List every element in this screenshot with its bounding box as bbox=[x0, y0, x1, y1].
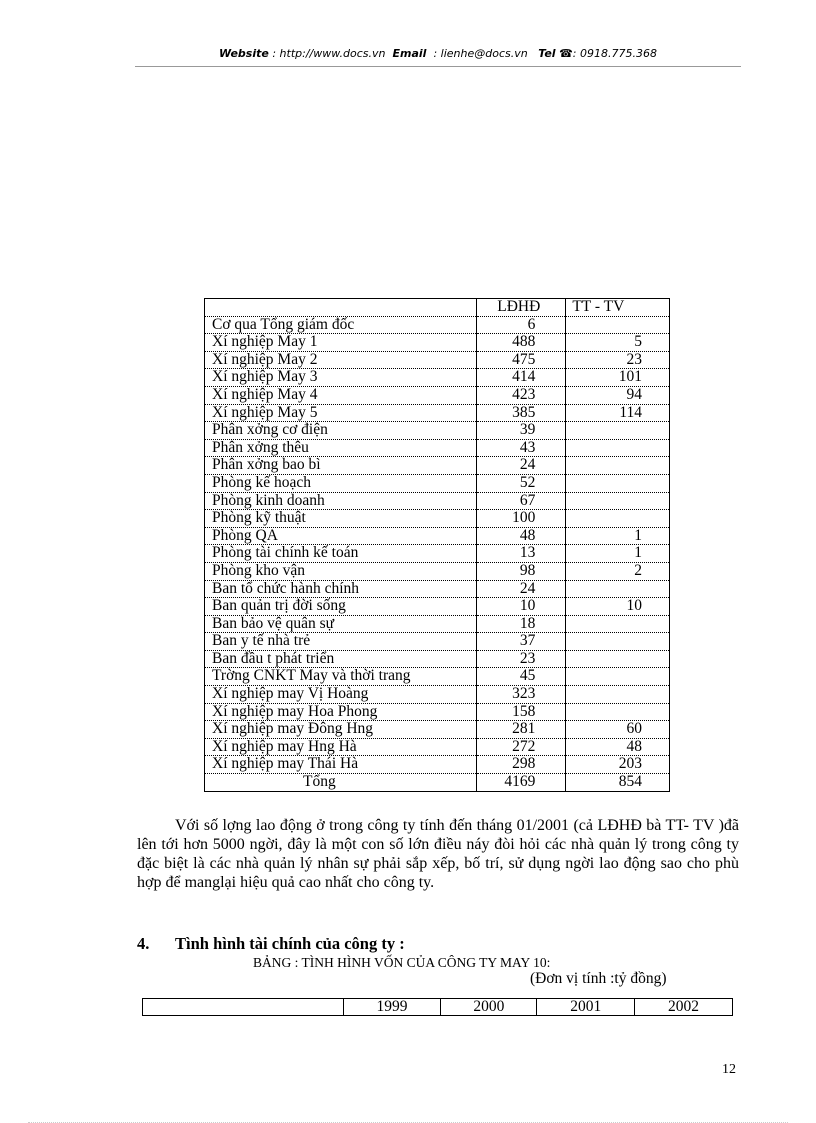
table-row bbox=[205, 633, 670, 651]
table-row bbox=[205, 545, 670, 563]
tttv-value-cell bbox=[566, 457, 670, 475]
table-row bbox=[205, 492, 670, 510]
unit-name-cell: Xí nghiệp may Đông Hng bbox=[205, 721, 477, 739]
tttv-value-cell bbox=[566, 580, 670, 598]
table-row bbox=[205, 738, 670, 756]
unit-name-cell: Phòng QA bbox=[205, 527, 477, 545]
email-address[interactable]: : lienhe@docs.vn bbox=[433, 47, 528, 60]
total-ldhd-cell: 4169 bbox=[476, 774, 566, 792]
year-cell: 2000 bbox=[441, 999, 537, 1016]
table-row bbox=[205, 703, 670, 721]
header-cell-tttv: TT - TV bbox=[566, 299, 670, 317]
tttv-value-cell bbox=[566, 703, 670, 721]
tttv-value-cell bbox=[566, 686, 670, 704]
ldhd-value-cell: 158 bbox=[476, 703, 566, 721]
table-row bbox=[205, 615, 670, 633]
unit-name-cell: Phân xởng cơ điện bbox=[205, 422, 477, 440]
capital-table bbox=[142, 998, 733, 1016]
ldhd-value-cell: 23 bbox=[476, 650, 566, 668]
table-row bbox=[205, 580, 670, 598]
table-row bbox=[205, 527, 670, 545]
table-row bbox=[205, 386, 670, 404]
page-header bbox=[135, 47, 741, 60]
ldhd-value-cell: 39 bbox=[476, 422, 566, 440]
table-row bbox=[205, 316, 670, 334]
tttv-value-cell: 101 bbox=[566, 369, 670, 387]
unit-name-cell: Xí nghiệp may Vị Hoàng bbox=[205, 686, 477, 704]
tel-number: : 0918.775.368 bbox=[572, 47, 657, 60]
tttv-value-cell: 10 bbox=[566, 598, 670, 616]
unit-name-cell: Xí nghiệp may Thái Hà bbox=[205, 756, 477, 774]
total-row bbox=[205, 774, 670, 792]
tel-label: Tel bbox=[538, 47, 556, 60]
ldhd-value-cell: 18 bbox=[476, 615, 566, 633]
table-row bbox=[205, 404, 670, 422]
page-number: 12 bbox=[722, 1062, 736, 1077]
phone-icon: ☎ bbox=[559, 47, 573, 60]
tttv-value-cell bbox=[566, 492, 670, 510]
section-heading bbox=[137, 934, 405, 954]
tttv-value-cell bbox=[566, 650, 670, 668]
tttv-value-cell: 5 bbox=[566, 334, 670, 352]
ldhd-value-cell: 281 bbox=[476, 721, 566, 739]
year-cell: 2001 bbox=[537, 999, 635, 1016]
table-row bbox=[205, 351, 670, 369]
tttv-value-cell: 114 bbox=[566, 404, 670, 422]
tttv-value-cell: 23 bbox=[566, 351, 670, 369]
total-tttv-cell: 854 bbox=[566, 774, 670, 792]
ldhd-value-cell: 24 bbox=[476, 580, 566, 598]
staff-table bbox=[204, 298, 670, 792]
ldhd-value-cell: 52 bbox=[476, 474, 566, 492]
ldhd-value-cell: 6 bbox=[476, 316, 566, 334]
ldhd-value-cell: 13 bbox=[476, 545, 566, 563]
tttv-value-cell bbox=[566, 439, 670, 457]
staff-table-header-row bbox=[205, 299, 670, 317]
table-row bbox=[205, 457, 670, 475]
table-row bbox=[205, 686, 670, 704]
unit-name-cell: Xí nghiệp may Hoa Phong bbox=[205, 703, 477, 721]
unit-name-cell: Phân xởng bao bì bbox=[205, 457, 477, 475]
unit-name-cell: Phòng kế hoạch bbox=[205, 474, 477, 492]
ldhd-value-cell: 43 bbox=[476, 439, 566, 457]
header-divider bbox=[135, 66, 741, 67]
table-row bbox=[205, 650, 670, 668]
ldhd-value-cell: 385 bbox=[476, 404, 566, 422]
tttv-value-cell bbox=[566, 633, 670, 651]
ldhd-value-cell: 10 bbox=[476, 598, 566, 616]
tttv-value-cell: 2 bbox=[566, 562, 670, 580]
section-title: Tình hình tài chính của công ty : bbox=[175, 934, 405, 953]
capital-table-header-row bbox=[143, 999, 733, 1016]
tttv-value-cell bbox=[566, 668, 670, 686]
ldhd-value-cell: 298 bbox=[476, 756, 566, 774]
unit-name-cell: Ban quản trị đời sống bbox=[205, 598, 477, 616]
unit-name-cell: Xí nghiệp May 4 bbox=[205, 386, 477, 404]
unit-name-cell: Phòng kinh doanh bbox=[205, 492, 477, 510]
year-cell: 2002 bbox=[635, 999, 733, 1016]
website-url[interactable]: : http://www.docs.vn bbox=[272, 47, 386, 60]
unit-name-cell: Cơ qua Tổng giám đốc bbox=[205, 316, 477, 334]
unit-name-cell: Ban y tế nhà trẻ bbox=[205, 633, 477, 651]
tttv-value-cell: 48 bbox=[566, 738, 670, 756]
ldhd-value-cell: 67 bbox=[476, 492, 566, 510]
email-label: Email bbox=[392, 47, 427, 60]
section-number: 4. bbox=[137, 934, 150, 953]
tttv-value-cell bbox=[566, 316, 670, 334]
tttv-value-cell: 60 bbox=[566, 721, 670, 739]
unit-name-cell: Xí nghiệp May 1 bbox=[205, 334, 477, 352]
table-row bbox=[205, 439, 670, 457]
capital-table-unit: (Đơn vị tính :tỷ đồng) bbox=[530, 970, 667, 987]
tttv-value-cell bbox=[566, 422, 670, 440]
ldhd-value-cell: 475 bbox=[476, 351, 566, 369]
unit-name-cell: Phòng kho vận bbox=[205, 562, 477, 580]
tttv-value-cell bbox=[566, 615, 670, 633]
capital-header-blank bbox=[143, 999, 344, 1016]
ldhd-value-cell: 98 bbox=[476, 562, 566, 580]
ldhd-value-cell: 37 bbox=[476, 633, 566, 651]
year-cell: 1999 bbox=[343, 999, 441, 1016]
unit-name-cell: Phân xởng thêu bbox=[205, 439, 477, 457]
unit-name-cell: Ban đầu t phát triển bbox=[205, 650, 477, 668]
tttv-value-cell: 1 bbox=[566, 527, 670, 545]
tttv-value-cell: 94 bbox=[566, 386, 670, 404]
header-cell-name bbox=[205, 299, 477, 317]
table-row bbox=[205, 668, 670, 686]
header-cell-ldhd: LĐHĐ bbox=[476, 299, 566, 317]
table-row bbox=[205, 369, 670, 387]
ldhd-value-cell: 423 bbox=[476, 386, 566, 404]
paragraph-text: Với số lợng lao động ở trong công ty tính đến tháng 01/2001 (cả LĐHĐ bà TT- TV )đã lên tới hơn 5000 ngời, đây là một con số lớn điều náy đòi hỏi các nhà quản lý trong công ty đặc biệt là các nhà quản lý nhân sự phải sắp xếp, bố trí, sử dụng ngời lao động sao cho phù hợp để manglại hiệu quả cao nhất cho công ty. bbox=[137, 817, 739, 891]
total-label-cell: Tổng bbox=[205, 774, 477, 792]
unit-name-cell: Ban bảo vệ quân sự bbox=[205, 615, 477, 633]
unit-name-cell: Xí nghiệp May 2 bbox=[205, 351, 477, 369]
table-row bbox=[205, 756, 670, 774]
table-row bbox=[205, 510, 670, 528]
table-row bbox=[205, 721, 670, 739]
tttv-value-cell bbox=[566, 474, 670, 492]
unit-name-cell: Xí nghiệp may Hng Hà bbox=[205, 738, 477, 756]
ldhd-value-cell: 488 bbox=[476, 334, 566, 352]
ldhd-value-cell: 24 bbox=[476, 457, 566, 475]
ldhd-value-cell: 414 bbox=[476, 369, 566, 387]
staff-summary-paragraph bbox=[137, 816, 739, 892]
ldhd-value-cell: 272 bbox=[476, 738, 566, 756]
table-row bbox=[205, 334, 670, 352]
table-row bbox=[205, 474, 670, 492]
unit-name-cell: Xí nghiệp May 5 bbox=[205, 404, 477, 422]
table-row bbox=[205, 422, 670, 440]
unit-name-cell: Xí nghiệp May 3 bbox=[205, 369, 477, 387]
table-row bbox=[205, 598, 670, 616]
ldhd-value-cell: 100 bbox=[476, 510, 566, 528]
unit-name-cell: Phòng kỹ thuật bbox=[205, 510, 477, 528]
website-label: Website bbox=[219, 47, 269, 60]
ldhd-value-cell: 323 bbox=[476, 686, 566, 704]
capital-table-title: BẢNG : TÌNH HÌNH VỐN CỦA CÔNG TY MAY 10: bbox=[253, 955, 551, 970]
ldhd-value-cell: 45 bbox=[476, 668, 566, 686]
ldhd-value-cell: 48 bbox=[476, 527, 566, 545]
tttv-value-cell: 1 bbox=[566, 545, 670, 563]
unit-name-cell: Ban tổ chức hành chính bbox=[205, 580, 477, 598]
table-row bbox=[205, 562, 670, 580]
tttv-value-cell: 203 bbox=[566, 756, 670, 774]
tttv-value-cell bbox=[566, 510, 670, 528]
unit-name-cell: Phòng tài chính kế toán bbox=[205, 545, 477, 563]
unit-name-cell: Trờng CNKT May và thời trang bbox=[205, 668, 477, 686]
